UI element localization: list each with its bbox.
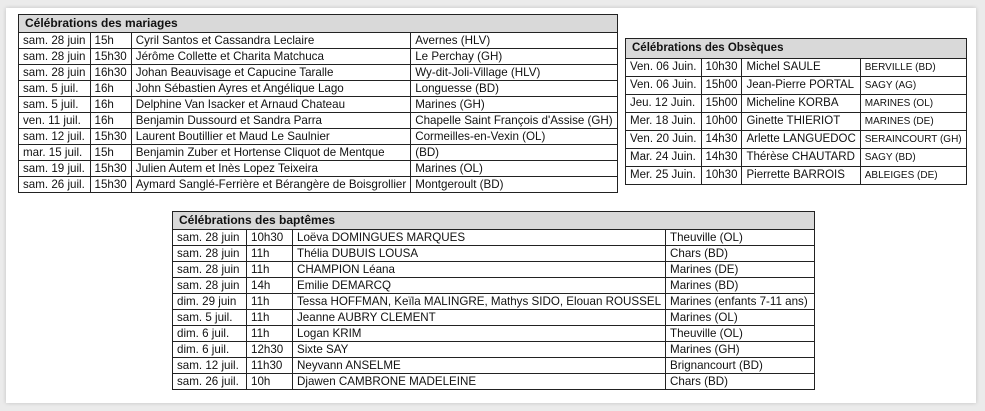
- names-cell: Logan KRIM: [293, 326, 666, 342]
- date-cell: sam. 28 juin: [19, 33, 91, 49]
- table-row: [626, 59, 967, 77]
- names-cell: Arlette LANGUEDOC: [742, 131, 860, 149]
- place-cell: Wy-dit-Joli-Village (HLV): [411, 65, 617, 81]
- names-cell: Ginette THIERIOT: [742, 113, 860, 131]
- names-cell: Johan Beauvisage et Capucine Taralle: [131, 65, 410, 81]
- table-row: [173, 246, 815, 262]
- time-cell: 10h30: [701, 167, 742, 185]
- date-cell: sam. 28 juin: [173, 262, 247, 278]
- table-row: [173, 374, 815, 390]
- table-row: [626, 95, 967, 113]
- table-row: [626, 167, 967, 185]
- names-cell: Pierrette BARROIS: [742, 167, 860, 185]
- place-cell: SAGY (AG): [860, 77, 966, 95]
- date-cell: ven. 11 juil.: [19, 113, 91, 129]
- date-cell: sam. 5 juil.: [19, 97, 91, 113]
- place-cell: Theuville (OL): [666, 230, 815, 246]
- names-cell: CHAMPION Léana: [293, 262, 666, 278]
- date-cell: sam. 28 juin: [19, 65, 91, 81]
- table-row: [626, 77, 967, 95]
- place-cell: Marines (GH): [411, 97, 617, 113]
- date-cell: sam. 28 juin: [173, 230, 247, 246]
- funerals-title: Célébrations des Obsèques: [626, 39, 967, 59]
- time-cell: 11h30: [247, 358, 293, 374]
- table-row: [19, 97, 618, 113]
- table-row: [626, 131, 967, 149]
- place-cell: Marines (OL): [411, 161, 617, 177]
- place-cell: Cormeilles-en-Vexin (OL): [411, 129, 617, 145]
- names-cell: Benjamin Zuber et Hortense Cliquot de Mentque: [131, 145, 410, 161]
- place-cell: Chars (BD): [666, 246, 815, 262]
- time-cell: 11h: [247, 310, 293, 326]
- table-row: [173, 326, 815, 342]
- weddings-table: [18, 14, 618, 193]
- date-cell: Mer. 18 Juin.: [626, 113, 702, 131]
- names-cell: Emilie DEMARCQ: [293, 278, 666, 294]
- names-cell: Benjamin Dussourd et Sandra Parra: [131, 113, 410, 129]
- time-cell: 14h30: [701, 149, 742, 167]
- names-cell: John Sébastien Ayres et Angélique Lago: [131, 81, 410, 97]
- table-row: [626, 149, 967, 167]
- time-cell: 11h: [247, 294, 293, 310]
- date-cell: Ven. 06 Juin.: [626, 59, 702, 77]
- time-cell: 15h00: [701, 77, 742, 95]
- date-cell: sam. 12 juil.: [173, 358, 247, 374]
- table-row: [173, 262, 815, 278]
- date-cell: Ven. 06 Juin.: [626, 77, 702, 95]
- date-cell: dim. 6 juil.: [173, 342, 247, 358]
- time-cell: 15h: [90, 145, 131, 161]
- time-cell: 16h: [90, 97, 131, 113]
- table-row: [19, 145, 618, 161]
- names-cell: Loëva DOMINGUES MARQUES: [293, 230, 666, 246]
- baptisms-table: [172, 211, 815, 390]
- date-cell: sam. 5 juil.: [173, 310, 247, 326]
- funerals-table: [625, 38, 967, 185]
- place-cell: Marines (OL): [666, 310, 815, 326]
- place-cell: SAGY (BD): [860, 149, 966, 167]
- place-cell: Montgeroult (BD): [411, 177, 617, 193]
- names-cell: Thélia DUBUIS LOUSA: [293, 246, 666, 262]
- place-cell: Marines (DE): [666, 262, 815, 278]
- date-cell: mar. 15 juil.: [19, 145, 91, 161]
- place-cell: MARINES (OL): [860, 95, 966, 113]
- baptisms-title: Célébrations des baptêmes: [173, 212, 815, 230]
- table-row: [626, 113, 967, 131]
- table-row: [19, 113, 618, 129]
- place-cell: Chapelle Saint François d'Assise (GH): [411, 113, 617, 129]
- place-cell: BERVILLE (BD): [860, 59, 966, 77]
- time-cell: 14h30: [701, 131, 742, 149]
- table-row: [19, 177, 618, 193]
- table-row: [19, 161, 618, 177]
- place-cell: Le Perchay (GH): [411, 49, 617, 65]
- names-cell: Sixte SAY: [293, 342, 666, 358]
- date-cell: Mar. 24 Juin.: [626, 149, 702, 167]
- table-row: [173, 342, 815, 358]
- date-cell: sam. 28 juin: [173, 278, 247, 294]
- names-cell: Neyvann ANSELME: [293, 358, 666, 374]
- table-row: [173, 310, 815, 326]
- time-cell: 10h00: [701, 113, 742, 131]
- time-cell: 14h: [247, 278, 293, 294]
- time-cell: 10h: [247, 374, 293, 390]
- names-cell: Thérèse CHAUTARD: [742, 149, 860, 167]
- date-cell: Mer. 25 Juin.: [626, 167, 702, 185]
- time-cell: 10h30: [701, 59, 742, 77]
- place-cell: Marines (BD): [666, 278, 815, 294]
- date-cell: sam. 26 juil.: [173, 374, 247, 390]
- names-cell: Jeanne AUBRY CLEMENT: [293, 310, 666, 326]
- place-cell: Longuesse (BD): [411, 81, 617, 97]
- time-cell: 15h30: [90, 129, 131, 145]
- names-cell: Tessa HOFFMAN, Keïla MALINGRE, Mathys SIDO, Elouan ROUSSEL: [293, 294, 666, 310]
- date-cell: sam. 5 juil.: [19, 81, 91, 97]
- table-row: [19, 65, 618, 81]
- place-cell: (BD): [411, 145, 617, 161]
- table-row: [19, 49, 618, 65]
- time-cell: 11h: [247, 326, 293, 342]
- place-cell: SERAINCOURT (GH): [860, 131, 966, 149]
- time-cell: 15h30: [90, 49, 131, 65]
- place-cell: ABLEIGES (DE): [860, 167, 966, 185]
- table-row: [173, 278, 815, 294]
- place-cell: Theuville (OL): [666, 326, 815, 342]
- date-cell: sam. 26 juil.: [19, 177, 91, 193]
- date-cell: dim. 29 juin: [173, 294, 247, 310]
- place-cell: Avernes (HLV): [411, 33, 617, 49]
- time-cell: 15h: [90, 33, 131, 49]
- names-cell: Jérôme Collette et Charita Matchuca: [131, 49, 410, 65]
- time-cell: 10h30: [247, 230, 293, 246]
- names-cell: Cyril Santos et Cassandra Leclaire: [131, 33, 410, 49]
- table-row: [19, 81, 618, 97]
- table-row: [173, 230, 815, 246]
- table-row: [173, 294, 815, 310]
- place-cell: Chars (BD): [666, 374, 815, 390]
- names-cell: Micheline KORBA: [742, 95, 860, 113]
- names-cell: Laurent Boutillier et Maud Le Saulnier: [131, 129, 410, 145]
- time-cell: 16h: [90, 113, 131, 129]
- date-cell: sam. 19 juil.: [19, 161, 91, 177]
- table-row: [19, 33, 618, 49]
- names-cell: Julien Autem et Inès Lopez Teixeira: [131, 161, 410, 177]
- weddings-title: Célébrations des mariages: [19, 15, 618, 33]
- time-cell: 11h: [247, 246, 293, 262]
- time-cell: 15h30: [90, 161, 131, 177]
- names-cell: Jean-Pierre PORTAL: [742, 77, 860, 95]
- date-cell: sam. 28 juin: [173, 246, 247, 262]
- table-row: [19, 129, 618, 145]
- place-cell: Marines (enfants 7-11 ans): [666, 294, 815, 310]
- place-cell: MARINES (DE): [860, 113, 966, 131]
- names-cell: Djawen CAMBRONE MADELEINE: [293, 374, 666, 390]
- place-cell: Marines (GH): [666, 342, 815, 358]
- date-cell: dim. 6 juil.: [173, 326, 247, 342]
- names-cell: Delphine Van Isacker et Arnaud Chateau: [131, 97, 410, 113]
- names-cell: Michel SAULE: [742, 59, 860, 77]
- time-cell: 16h30: [90, 65, 131, 81]
- time-cell: 15h00: [701, 95, 742, 113]
- date-cell: Jeu. 12 Juin.: [626, 95, 702, 113]
- time-cell: 15h30: [90, 177, 131, 193]
- time-cell: 12h30: [247, 342, 293, 358]
- date-cell: sam. 12 juil.: [19, 129, 91, 145]
- time-cell: 16h: [90, 81, 131, 97]
- date-cell: sam. 28 juin: [19, 49, 91, 65]
- date-cell: Ven. 20 Juin.: [626, 131, 702, 149]
- place-cell: Brignancourt (BD): [666, 358, 815, 374]
- table-row: [173, 358, 815, 374]
- time-cell: 11h: [247, 262, 293, 278]
- names-cell: Aymard Sanglé-Ferrière et Bérangère de Boisgrollier: [131, 177, 410, 193]
